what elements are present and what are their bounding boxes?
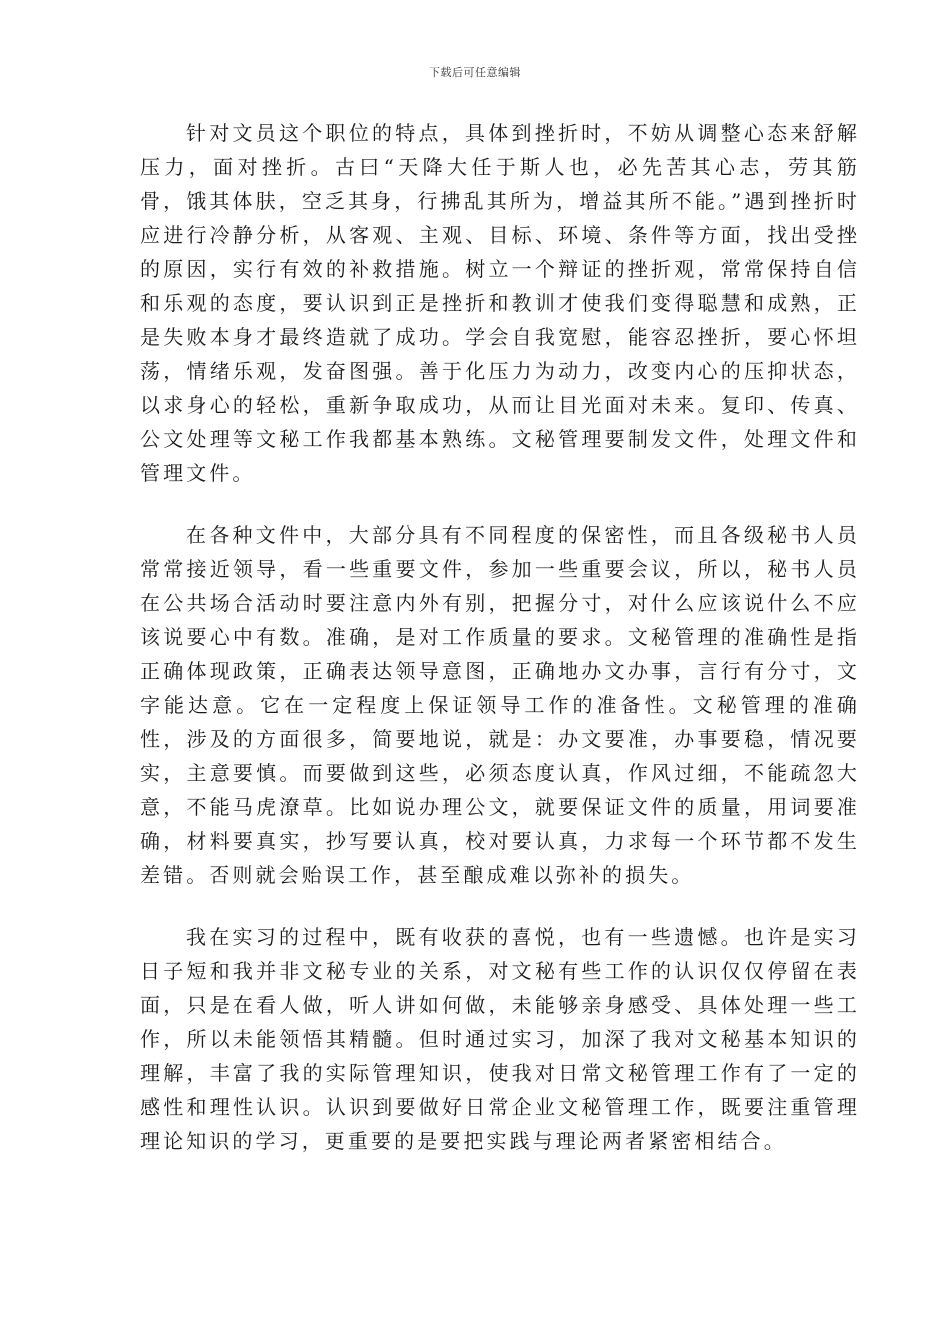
paragraph-2: 在各种文件中，大部分具有不同程度的保密性，而且各级秘书人员常常接近领导，看一些重要文件，参加一些重要会议，所以，秘书人员在公共场合活动时要注意内外有别，把握分寸，对什么应该说什么不应该说要心中有数。准确，是对工作质量的要求。文秘管理的准确性是指正确体现政策，正确表达领导意图，正确地办文办事，言行有分寸，文字能达意。它在一定程度上保证领导工作的准备性。文秘管理的准确性，涉及的方面很多，简要地说，就是：办文要准，办事要稳，情况要实，主意要慎。而要做到这些，必须态度认真，作风过细，不能疏忽大意，不能马虎潦草。比如说办理公文，就要保证文件的质量，用词要准确，材料要真实，抄写要认真，校对要认真，力求每一个环节都不发生差错。否则就会贻误工作，甚至酿成难以弥补的损失。 bbox=[140, 523, 860, 887]
page-header-note: 下载后可任意编辑 bbox=[429, 66, 521, 79]
paragraph-3: 我在实习的过程中，既有收获的喜悦，也有一些遗憾。也许是实习日子短和我并非文秘专业的关系，对文秘有些工作的认识仅仅停留在表面，只是在看人做，听人讲如何做，未能够亲身感受、具体处理一些工作，所以未能领悟其精髓。但时通过实习，加深了我对文秘基本知识的理解，丰富了我的实际管理知识，使我对日常文秘管理工作有了一定的感性和理性认识。认识到要做好日常企业文秘管理工作，既要注重管理理论知识的学习，更重要的是要把实践与理论两者紧密相结合。 bbox=[140, 925, 860, 1153]
document-body bbox=[140, 116, 860, 1158]
paragraph-1: 针对文员这个职位的特点，具体到挫折时，不妨从调整心态来舒解压力，面对挫折。古曰“天降大任于斯人也，必先苦其心志，劳其筋骨，饿其体肤，空乏其身，行拂乱其所为，增益其所不能。”遇到挫折时应进行冷静分析，从客观、主观、目标、环境、条件等方面，找出受挫的原因，实行有效的补救措施。树立一个辩证的挫折观，常常保持自信和乐观的态度，要认识到正是挫折和教训才使我们变得聪慧和成熟，正是失败本身才最终造就了成功。学会自我宽慰，能容忍挫折，要心怀坦荡，情绪乐观，发奋图强。善于化压力为动力，改变内心的压抑状态，以求身心的轻松，重新争取成功，从而让目光面对未来。复印、传真、公文处理等文秘工作我都基本熟练。文秘管理要制发文件，处理文件和管理文件。 bbox=[140, 121, 860, 485]
